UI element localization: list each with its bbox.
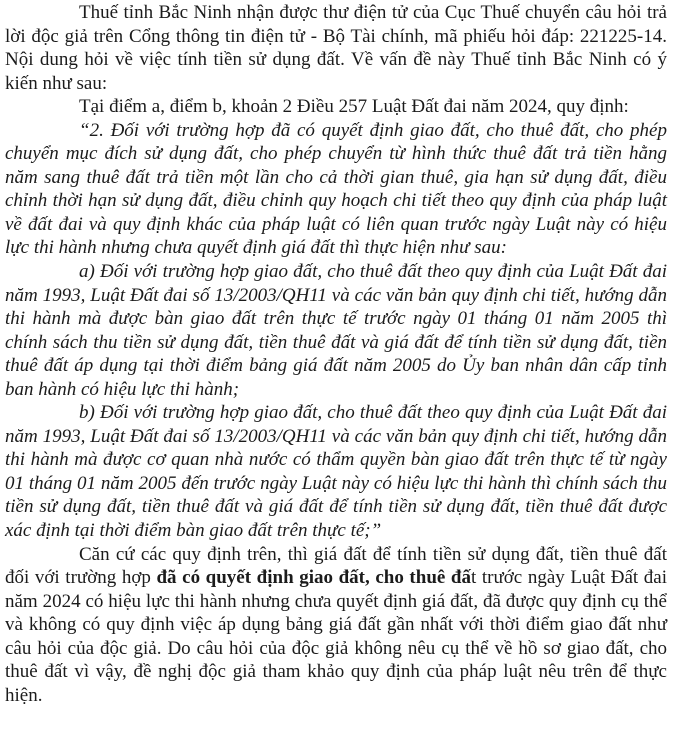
document-body	[5, 1, 667, 707]
text-run: a) Đối với trường hợp giao đất, cho thuê đất theo quy định của Luật Đất đai năm 1993, Luật Đất đai số 13/2003/QH11 và các văn bản quy định chi tiết, hướng dẫn thi hành mà được bàn giao đất trên thực tế trước ngày 01 tháng 01 năm 2005 thì chính sách thu tiền sử dụng đất, tiền thuê đất và giá đất để tính tiền sử dụng đất, tiền thuê đất áp dụng tại thời điểm bảng giá đất năm 2005 do Ủy ban nhân dân cấp tỉnh ban hành có hiệu lực thi hành;	[5, 261, 667, 400]
text-run: Thuế tỉnh Bắc Ninh nhận được thư điện tử của Cục Thuế chuyển câu hỏi trả lời độc giả trên Cổng thông tin điện tử - Bộ Tài chính, mã phiếu hỏi đáp: 221225-14. Nội dung hỏi về việc tính tiền sử dụng đất. Về vấn đề này Thuế tỉnh Bắc Ninh có ý kiến như sau:	[5, 2, 667, 94]
paragraph	[5, 260, 667, 401]
emphasized-text: đã có quyết định giao đất, cho thuê đấ	[156, 567, 471, 589]
text-run: “2. Đối với trường hợp đã có quyết định giao đất, cho thuê đất, cho phép chuyển mục đích sử dụng đất, cho phép chuyển từ hình thức thuê đất trả tiền hằng năm sang thuê đất trả tiền một lần cho cả thời gian thuê, gia hạn sử dụng đất, điều chỉnh thời hạn sử dụng đất, điều chỉnh quy hoạch chi tiết theo quy định của pháp luật về đất đai và quy định khác của pháp luật có liên quan trước ngày Luật này có hiệu lực thi hành nhưng chưa quyết định giá đất thì thực hiện như sau:	[5, 119, 667, 259]
text-run: t trước ngày Luật Đất đai năm 2024 có hiệu lực thi hành nhưng chưa quyết định giá đất, đã được quy định cụ thể và không có quy định việc áp dụng bảng giá đất gần nhất với thời điểm giao đất như câu hỏi của độc giả. Do câu hỏi của độc giả không nêu cụ thể về hồ sơ giao đất, cho thuê đất vì vậy, đề nghị độc giả tham khảo quy định của pháp luật nêu trên để thực hiện.	[5, 567, 668, 706]
paragraph	[5, 95, 667, 119]
text-run: b) Đối với trường hợp giao đất, cho thuê đất theo quy định của Luật Đất đai năm 1993, Luật Đất đai số 13/2003/QH11 và các văn bản quy định chi tiết, hướng dẫn thi hành mà được cơ quan nhà nước có thẩm quyền bàn giao đất trên thực tế từ ngày 01 tháng 01 năm 2005 đến trước ngày Luật này có hiệu lực thi hành thì chính sách thu tiền sử dụng đất, tiền thuê đất và giá đất để tính tiền sử dụng đất, tiền thuê đất được xác định tại thời điểm bàn giao đất trên thực tế;”	[5, 402, 667, 542]
paragraph	[5, 1, 667, 95]
paragraph	[5, 543, 667, 708]
text-run: Tại điểm a, điểm b, khoản 2 Điều 257 Luật Đất đai năm 2024, quy định:	[79, 96, 629, 118]
text-run: Căn cứ các quy định trên, thì giá đất để tính tiền sử dụng đất, tiền thuê đất đối với trường hợp	[5, 543, 667, 589]
paragraph	[5, 401, 667, 542]
paragraph	[5, 119, 667, 260]
